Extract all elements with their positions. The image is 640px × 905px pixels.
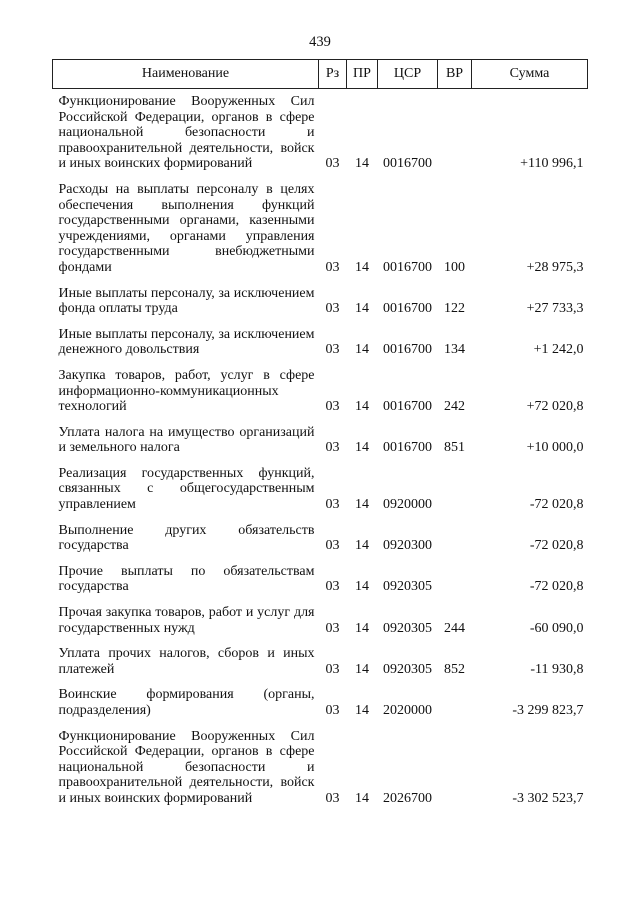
row-vr: 852 <box>444 661 465 677</box>
row-name: Закупка товаров, работ, услуг в сфере информационно-коммуникационных технологий <box>58 367 315 415</box>
row-vr <box>438 513 472 554</box>
row-sum: +10 000,0 <box>526 440 584 456</box>
row-sum: +110 996,1 <box>520 156 584 172</box>
row-pr: 14 <box>355 579 369 595</box>
row-csr: 0016700 <box>383 156 432 172</box>
row-name: Уплата прочих налогов, сборов и иных платежей <box>58 646 315 677</box>
row-vr: 242 <box>444 399 465 415</box>
row-rz: 03 <box>325 301 340 317</box>
row-sum: -3 302 523,7 <box>512 790 584 806</box>
table-row <box>53 317 588 358</box>
row-csr: 0016700 <box>383 440 432 456</box>
row-rz: 03 <box>325 620 340 636</box>
row-rz: 03 <box>325 399 340 415</box>
row-rz: 03 <box>325 440 340 456</box>
row-rz: 03 <box>325 579 340 595</box>
header-rz: Рз <box>319 60 347 89</box>
row-sum: -3 299 823,7 <box>512 703 584 718</box>
row-sum: -72 020,8 <box>529 538 584 554</box>
header-sum: Сумма <box>472 60 588 89</box>
row-pr: 14 <box>355 342 369 358</box>
table-row <box>53 358 588 415</box>
row-vr: 244 <box>444 620 465 636</box>
row-rz: 03 <box>325 259 340 275</box>
row-rz: 03 <box>325 497 340 513</box>
table-row <box>53 677 588 718</box>
budget-table <box>52 59 588 807</box>
row-pr: 14 <box>355 301 369 317</box>
row-vr: 134 <box>444 342 465 358</box>
row-pr: 14 <box>355 538 369 554</box>
row-csr: 0016700 <box>383 399 432 415</box>
row-name: Иные выплаты персоналу, за исключением фонда оплаты труда <box>58 285 315 317</box>
row-pr: 14 <box>355 497 369 513</box>
row-name: Выполнение других обязательств государства <box>58 522 315 554</box>
row-csr: 0920300 <box>383 538 432 554</box>
row-csr: 0920305 <box>383 661 432 677</box>
row-rz: 03 <box>325 790 340 806</box>
row-rz: 03 <box>325 661 340 677</box>
row-name: Прочие выплаты по обязательствам государства <box>58 563 315 595</box>
row-vr: 851 <box>444 440 465 456</box>
row-sum: +28 975,3 <box>526 259 584 275</box>
row-pr: 14 <box>355 620 369 636</box>
row-pr: 14 <box>355 440 369 456</box>
row-rz: 03 <box>325 538 340 554</box>
row-pr: 14 <box>355 790 369 806</box>
row-sum: +72 020,8 <box>526 399 584 415</box>
row-name: Функционирование Вооруженных Сил Российской Федерации, органов в сфере национальной безопасности и правоохранительной деятельности, войск и иных воинских формирований <box>58 94 315 172</box>
row-sum: +27 733,3 <box>526 301 584 317</box>
row-sum: -72 020,8 <box>529 579 584 595</box>
header-csr: ЦСР <box>378 60 438 89</box>
row-vr: 122 <box>444 301 465 317</box>
row-csr: 2026700 <box>383 790 432 806</box>
table-row <box>53 89 588 172</box>
row-vr <box>438 719 472 807</box>
row-name: Уплата налога на имущество организаций и земельного налога <box>58 424 315 456</box>
table-body <box>53 89 588 807</box>
row-sum: -11 930,8 <box>530 661 584 677</box>
row-sum: +1 242,0 <box>533 342 584 358</box>
row-name: Функционирование Вооруженных Сил Российской Федерации, органов в сфере национальной безопасности и правоохранительной деятельности, войск и иных воинских формирований <box>58 728 315 806</box>
row-vr <box>438 89 472 172</box>
table-header <box>53 60 588 89</box>
row-name: Расходы на выплаты персоналу в целях обеспечения выполнения функций государственными органами, казенными учреждениями, органами управления государственными внебюджетными фондами <box>58 181 315 275</box>
row-vr <box>438 677 472 718</box>
row-name: Реализация государственных функций, связанных с общегосударственным управлением <box>58 465 315 513</box>
table-row <box>53 456 588 513</box>
row-pr: 14 <box>355 703 369 718</box>
row-csr: 2020000 <box>383 703 432 718</box>
row-vr <box>438 456 472 513</box>
header-name: Наименование <box>53 60 319 89</box>
row-pr: 14 <box>355 156 369 172</box>
page-number: 439 <box>309 34 331 50</box>
table-row <box>53 276 588 317</box>
row-csr: 0920305 <box>383 620 432 636</box>
table-row <box>53 636 588 677</box>
row-name: Воинские формирования (органы, подразделения) <box>58 687 315 718</box>
row-pr: 14 <box>355 399 369 415</box>
table-row <box>53 554 588 595</box>
table-row <box>53 415 588 456</box>
table-row <box>53 172 588 276</box>
row-sum: -60 090,0 <box>529 620 584 636</box>
row-csr: 0016700 <box>383 259 432 275</box>
row-csr: 0920000 <box>383 497 432 513</box>
header-vr: ВР <box>438 60 472 89</box>
row-sum: -72 020,8 <box>529 497 584 513</box>
row-csr: 0016700 <box>383 342 432 358</box>
row-rz: 03 <box>325 156 340 172</box>
row-rz: 03 <box>325 703 340 718</box>
row-name: Иные выплаты персоналу, за исключением денежного довольствия <box>58 326 315 358</box>
row-pr: 14 <box>355 259 369 275</box>
table-row <box>53 719 588 807</box>
row-vr: 100 <box>444 259 465 275</box>
row-csr: 0920305 <box>383 579 432 595</box>
row-csr: 0016700 <box>383 301 432 317</box>
table-row <box>53 513 588 554</box>
row-pr: 14 <box>355 661 369 677</box>
table-row <box>53 595 588 636</box>
row-rz: 03 <box>325 342 340 358</box>
row-vr <box>438 554 472 595</box>
header-pr: ПР <box>347 60 378 89</box>
row-name: Прочая закупка товаров, работ и услуг для государственных нужд <box>58 605 315 636</box>
